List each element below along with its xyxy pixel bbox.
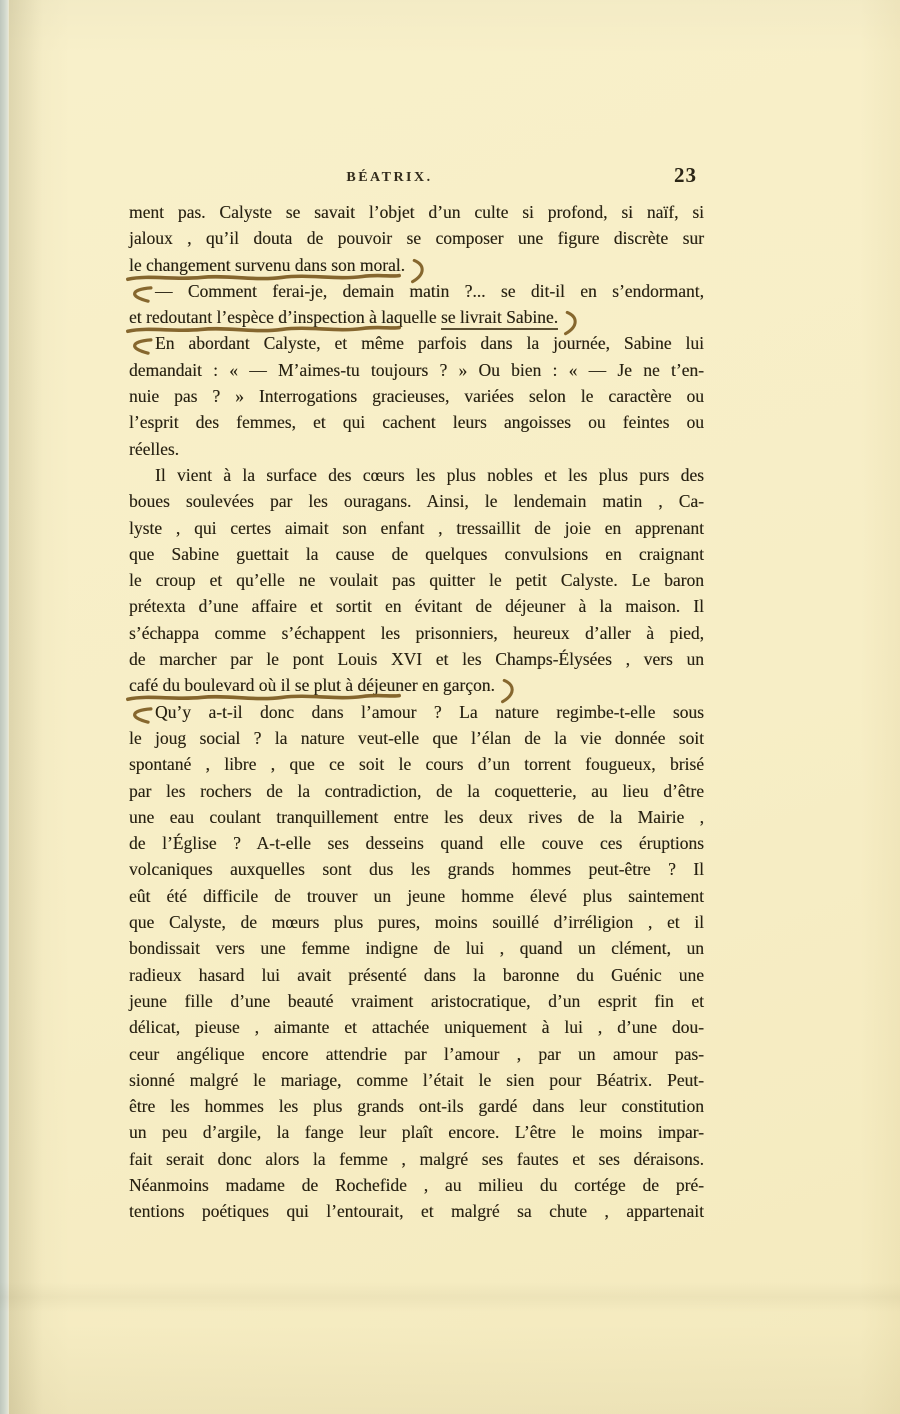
line-text: Néanmoins madame de Rochefide , au milieu du cortége de pré- <box>129 1174 704 1195</box>
line-text: s’échappa comme s’échappent les prisonniers, heureux d’aller à pied, <box>129 622 704 643</box>
text-line <box>129 1014 704 1040</box>
line-text: — Comment ferai-je, demain matin ?... se dit-il en s’endormant, <box>155 280 704 301</box>
text-line <box>129 1041 704 1067</box>
text-line <box>129 567 704 593</box>
line-text: le changement survenu dans son moral. <box>129 255 405 275</box>
text-line <box>129 278 704 304</box>
page-edge-shadow <box>9 0 43 1414</box>
text-line <box>129 646 704 672</box>
annotation-paren-icon <box>126 285 153 304</box>
line-text: prétexta d’une affaire et sortit en évitant de déjeuner à la maison. Il <box>129 596 704 617</box>
line-text: l’esprit des femmes, et qui cachent leurs angoisses ou feintes ou <box>129 412 704 433</box>
annotation-paren-icon <box>126 706 153 725</box>
text-line <box>129 1146 704 1172</box>
text-line <box>129 856 704 882</box>
page-edge-strip <box>0 0 9 1414</box>
line-text: boues soulevées par les ouragans. Ainsi, le lendemain matin , Ca- <box>129 491 704 512</box>
line-text: café du boulevard où il se plut à déjeuner en garçon. <box>129 675 495 695</box>
text-line <box>129 883 704 909</box>
text-line <box>129 383 704 409</box>
text-line <box>129 462 704 488</box>
text-line <box>129 304 704 330</box>
line-text: que Calyste, de mœurs plus pures, moins souillé d’irréligion , et il <box>129 912 704 933</box>
text-line <box>129 330 704 356</box>
text-line <box>129 199 704 225</box>
line-text: par les rochers de la contradiction, de la coquetterie, au lieu d’être <box>129 780 704 801</box>
running-header <box>129 163 704 193</box>
text-line <box>129 1198 704 1224</box>
text-line <box>129 699 704 725</box>
line-text: de l’Église ? A-t-elle ses desseins quand elle couve ces éruptions <box>129 833 704 854</box>
line-text: nuie pas ? » Interrogations gracieuses, variées selon le caractère ou <box>129 386 704 407</box>
text-line <box>129 436 704 462</box>
line-text: réelles. <box>129 438 180 459</box>
line-text: Qu’y a-t-il donc dans l’amour ? La nature regimbe-t-elle sous <box>155 701 704 722</box>
line-text: eût été difficile de trouver un jeune homme élevé plus saintement <box>129 885 704 906</box>
text-line <box>129 988 704 1014</box>
line-text: fait serait donc alors la femme , malgré ses fautes et ses déraisons. <box>129 1148 704 1169</box>
text-line <box>129 620 704 646</box>
annotation-paren-icon <box>126 337 153 356</box>
text-line <box>129 751 704 777</box>
line-text: En abordant Calyste, et même parfois dans la journée, Sabine lui <box>155 333 704 354</box>
text-line <box>129 830 704 856</box>
line-text: être les hommes les plus grands ont-ils gardé dans leur constitution <box>129 1096 704 1117</box>
line-text: tentions poétiques qui l’entourait, et malgré sa chute , appartenait <box>129 1201 704 1222</box>
line-text: un peu d’argile, la fange leur plaît encore. L’être le moins impar- <box>129 1122 704 1143</box>
page-number: 23 <box>674 163 697 187</box>
text-line <box>129 1119 704 1145</box>
line-text: ment pas. Calyste se savait l’objet d’un culte si profond, si naïf, si <box>129 202 704 222</box>
text-line <box>129 935 704 961</box>
line-text: le croup et qu’elle ne voulait pas quitter le petit Calyste. Le baron <box>129 570 704 591</box>
text-line <box>129 804 704 830</box>
text-line <box>129 778 704 804</box>
text-line <box>129 225 704 251</box>
line-text: spontané , libre , que ce soit le cours d’un torrent fougueux, brisé <box>129 754 704 775</box>
line-text: bondissait vers une femme indigne de lui , quand un clément, un <box>129 938 704 959</box>
line-text: jaloux , qu’il douta de pouvoir se composer une figure discrète sur <box>129 228 704 249</box>
text-line <box>129 725 704 751</box>
text-line <box>129 1093 704 1119</box>
line-text: que Sabine guettait la cause de quelques convulsions en craignant <box>129 543 704 564</box>
text-line <box>129 515 704 541</box>
paper-shading <box>0 1282 900 1312</box>
line-text: de marcher par le pont Louis XVI et les Champs-Élysées , vers un <box>129 649 704 670</box>
text-line <box>129 488 704 514</box>
text-line <box>129 409 704 435</box>
line-text: radieux hasard lui avait présenté dans la baronne du Guénic une <box>129 964 704 985</box>
text-line <box>129 1067 704 1093</box>
header-title: BÉATRIX. <box>346 170 433 185</box>
text-line <box>129 593 704 619</box>
line-text: Il vient à la surface des cœurs les plus nobles et les plus purs des <box>155 464 704 485</box>
text-line <box>129 541 704 567</box>
text-line <box>129 1172 704 1198</box>
line-text: une eau coulant tranquillement entre les deux rives de la Mairie , <box>129 806 704 827</box>
line-text: et redoutant l’espèce d’inspection à laquelle se livrait Sabine. <box>129 307 558 327</box>
line-text: ceur angélique encore attendrie par l’amour , par un amour pas- <box>129 1043 704 1064</box>
text-line <box>129 672 704 698</box>
underlined-phrase: se livrait Sabine. <box>441 307 558 330</box>
line-text: délicat, pieuse , aimante et attachée uniquement à lui , d’une dou- <box>129 1017 704 1038</box>
text-block <box>129 199 704 1225</box>
line-text: sionné malgré le mariage, comme l’était le sien pour Béatrix. Peut- <box>129 1069 704 1090</box>
line-text: jeune fille d’une beauté vraiment aristocratique, d’un esprit fin et <box>129 990 704 1011</box>
text-line <box>129 962 704 988</box>
text-line <box>129 909 704 935</box>
text-line <box>129 357 704 383</box>
line-text: lyste , qui certes aimait son enfant , tressaillit de joie en apprenant <box>129 517 704 538</box>
line-text: le joug social ? la nature veut-elle que l’élan de la vie donnée soit <box>129 727 704 748</box>
line-text: volcaniques auxquelles sont dus les grands hommes peut-être ? Il <box>129 859 704 880</box>
text-line <box>129 252 704 278</box>
line-text: demandait : « — M’aimes-tu toujours ? » Ou bien : « — Je ne t’en- <box>129 359 704 380</box>
